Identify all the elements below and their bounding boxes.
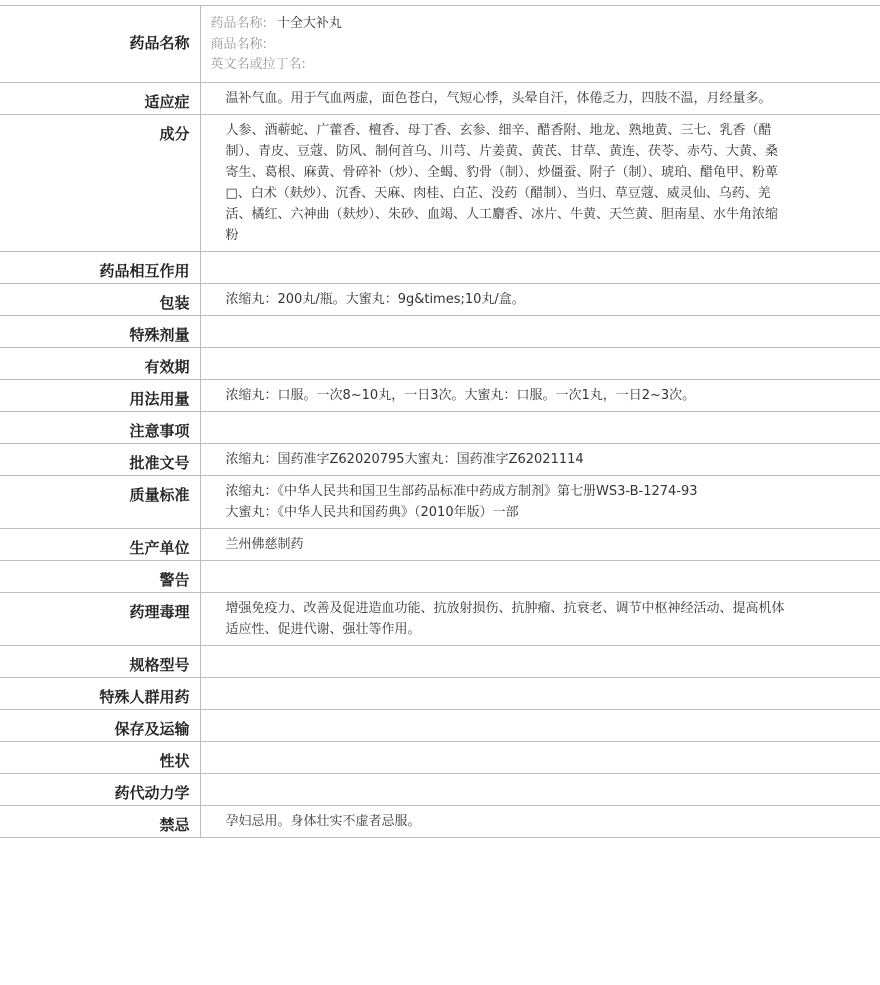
row-value: [200, 677, 880, 709]
row-label: 规格型号: [0, 645, 200, 677]
table-row: [0, 6, 880, 83]
row-value: [200, 709, 880, 741]
row-value: [200, 645, 880, 677]
row-label: 警告: [0, 560, 200, 592]
table-row: [0, 645, 880, 677]
row-label: 药理毒理: [0, 592, 200, 645]
table-row: [0, 251, 880, 283]
table-row: [0, 411, 880, 443]
table-row: [0, 677, 880, 709]
row-value: [200, 773, 880, 805]
table-row: [0, 347, 880, 379]
generic-name-value: 十全大补丸: [276, 16, 342, 31]
row-label: 成分: [0, 114, 200, 251]
table-row: [0, 443, 880, 475]
row-label: 特殊剂量: [0, 315, 200, 347]
row-label: 药品相互作用: [0, 251, 200, 283]
row-value: 孕妇忌用。身体壮实不虚者忌服。: [200, 805, 880, 837]
row-value: 兰州佛慈制药: [200, 528, 880, 560]
table-row: [0, 773, 880, 805]
table-row: [0, 315, 880, 347]
generic-name-label: 药品名称:: [210, 16, 267, 31]
row-label: 有效期: [0, 347, 200, 379]
table-row: [0, 741, 880, 773]
row-value: 浓缩丸：200丸/瓶。大蜜丸：9g&times;10丸/盒。: [200, 283, 880, 315]
row-label: 禁忌: [0, 805, 200, 837]
generic-name-line: [211, 14, 871, 35]
drug-info-table: [0, 5, 880, 838]
row-value: 浓缩丸：国药准字Z62020795大蜜丸：国药准字Z62021114: [200, 443, 880, 475]
row-label: 适应症: [0, 82, 200, 114]
row-value: 温补气血。用于气血两虚，面色苍白，气短心悸，头晕自汗，体倦乏力，四肢不温，月经量多。: [200, 82, 880, 114]
quality-standard-line-2: 大蜜丸：《中华人民共和国药典》（2010年版）一部: [225, 504, 519, 520]
row-value: [200, 560, 880, 592]
table-row: [0, 379, 880, 411]
row-value: 人参、酒蕲蛇、广藿香、檀香、母丁香、玄参、细辛、醋香附、地龙、熟地黄、三七、乳香（醋制）、青皮、豆蔻、防风、制何首乌、川芎、片姜黄、黄芪、甘草、黄连、茯苓、赤芍、大黄、桑寄生、葛根、麻黄、骨碎补（炒）、全蝎、豹骨（制）、炒僵蚕、附子（制）、琥珀、醋龟甲、粉萆□、白术（麸炒）、沉香、天麻、肉桂、白芷、没药（醋制）、当归、草豆蔻、威灵仙、乌药、羌活、橘红、六神曲（麸炒）、朱砂、血竭、人工麝香、冰片、牛黄、天竺黄、胆南星、水牛角浓缩粉: [200, 114, 880, 251]
row-label: 保存及运输: [0, 709, 200, 741]
table-row: [0, 283, 880, 315]
row-label-drug-name: 药品名称: [0, 6, 200, 83]
table-row: [0, 82, 880, 114]
row-value: [200, 347, 880, 379]
table-row: [0, 475, 880, 528]
row-label: 特殊人群用药: [0, 677, 200, 709]
names-cell: [200, 6, 880, 83]
trade-name-label: 商品名称:: [210, 36, 267, 52]
english-name-line: [211, 55, 871, 76]
table-row: [0, 114, 880, 251]
row-label: 生产单位: [0, 528, 200, 560]
row-value: 增强免疫力、改善及促进造血功能、抗放射损伤、抗肿瘤、抗衰老、调节中枢神经活动、提高机体适应性、促进代谢、强壮等作用。: [200, 592, 880, 645]
row-value: [200, 475, 880, 528]
row-value: [200, 741, 880, 773]
table-row: [0, 805, 880, 837]
table-row: [0, 709, 880, 741]
row-label: 性状: [0, 741, 200, 773]
row-label: 包装: [0, 283, 200, 315]
row-value: [200, 251, 880, 283]
row-label: 注意事项: [0, 411, 200, 443]
row-label: 批准文号: [0, 443, 200, 475]
quality-standard-line-1: 浓缩丸：《中华人民共和国卫生部药品标准中药成方制剂》第七册WS3-B-1274-93: [225, 483, 698, 499]
row-label: 药代动力学: [0, 773, 200, 805]
english-name-label: 英文名或拉丁名:: [210, 57, 306, 72]
row-value: [200, 315, 880, 347]
table-row: [0, 560, 880, 592]
trade-name-line: [211, 35, 871, 56]
row-value: 浓缩丸：口服。一次8~10丸，一日3次。大蜜丸：口服。一次1丸，一日2~3次。: [200, 379, 880, 411]
table-row: [0, 528, 880, 560]
table-row: [0, 592, 880, 645]
row-label: 用法用量: [0, 379, 200, 411]
row-label: 质量标准: [0, 475, 200, 528]
row-value: [200, 411, 880, 443]
